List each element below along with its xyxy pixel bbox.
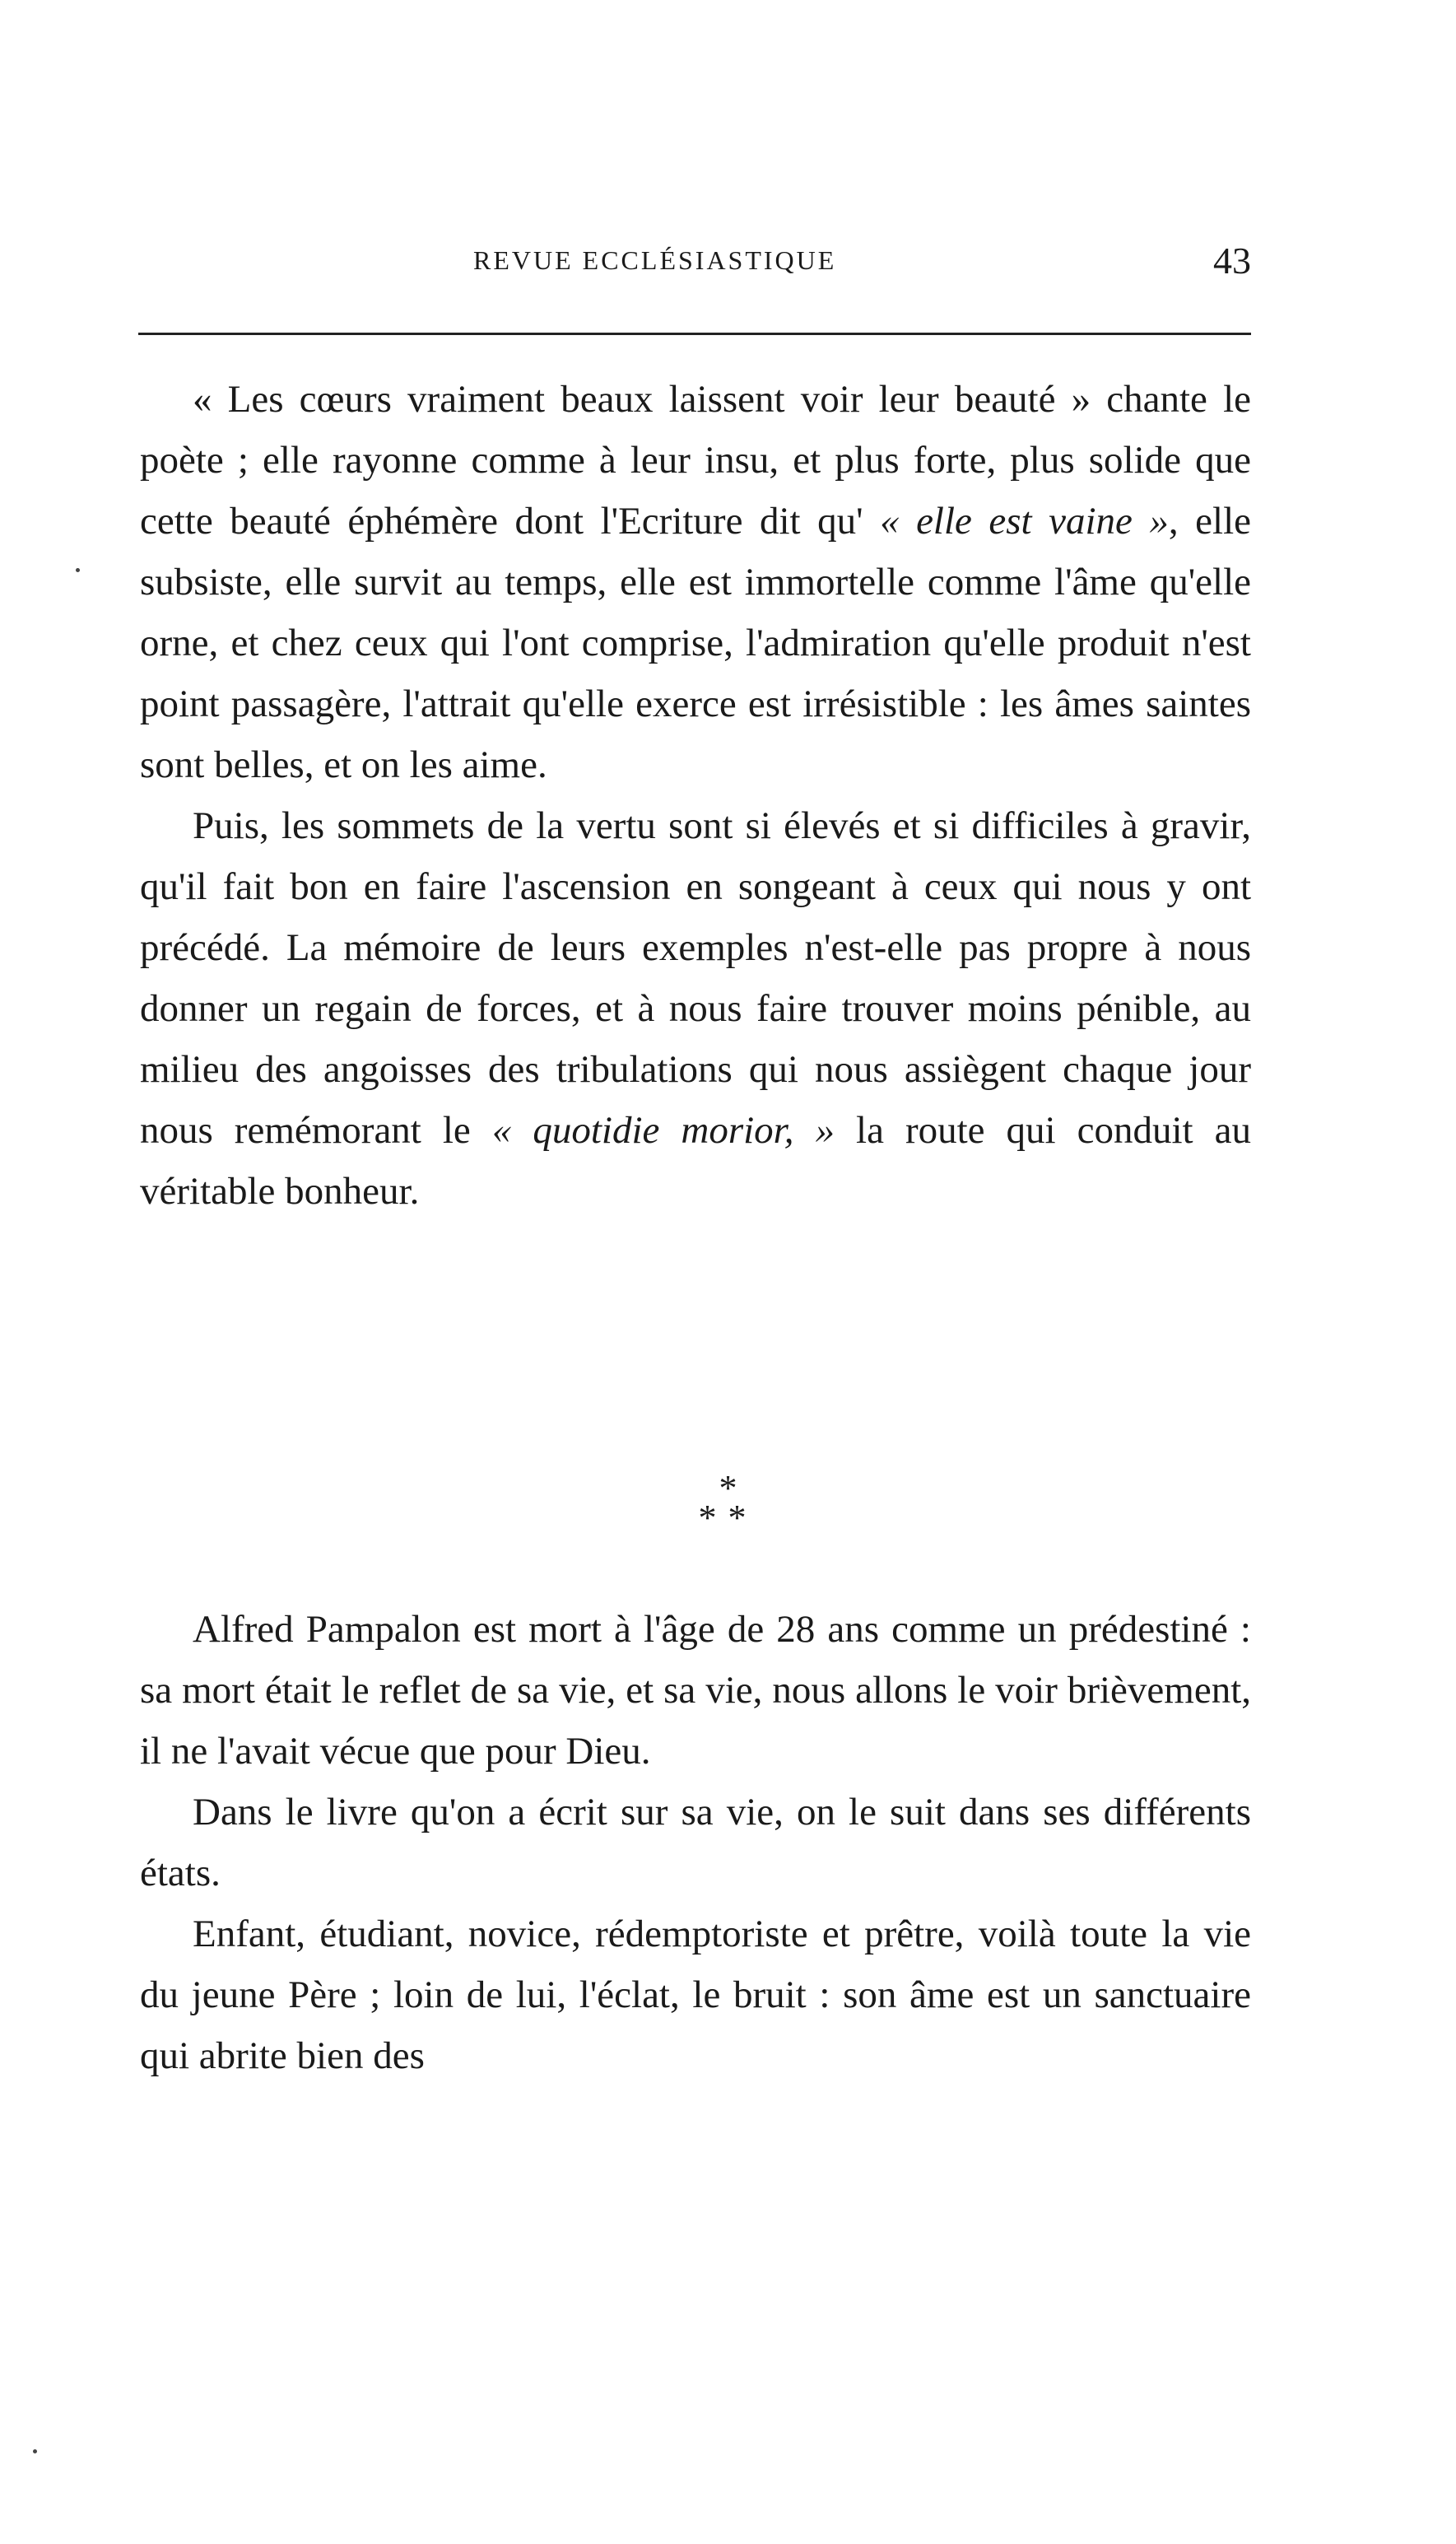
paper-speck xyxy=(33,2449,37,2453)
running-title: REVUE ECCLÉSIASTIQUE xyxy=(473,245,837,275)
paragraph-1-quote: « elle est vaine » xyxy=(880,500,1169,543)
paragraph-1-text-b: , elle subsiste, elle survit au temps, elle est immortelle comme l'âme qu'elle orne, et chez ceux qui l'ont comprise, l'admiration qu'elle produit n'est point passagère, l'attrait qu'elle exerce est irrésistible : les âmes saintes sont belles, et on les aime. xyxy=(140,500,1252,786)
paper-speck xyxy=(76,568,80,572)
asterism-top: * xyxy=(719,1468,737,1508)
paragraph-1 xyxy=(140,369,1251,795)
paragraph-3: Alfred Pampalon est mort à l'âge de 28 ans comme un prédestiné : sa mort était le reflet de sa vie, et sa vie, nous allons le voir brièvement, il ne l'avait vécue que pour Dieu. xyxy=(140,1608,1251,1773)
paragraph-1-text-a: « Les cœurs vraiment beaux laissent voir leur beauté » chante le poète ; elle rayonne comme à leur insu, et plus forte, plus solide que cette beauté éphémère dont l'Ecriture dit qu' xyxy=(140,378,1251,543)
running-head xyxy=(140,240,1251,295)
paragraph-2-text-a: Puis, les sommets de la vertu sont si élevés et si difficiles à gravir, qu'il fait bon en faire l'ascension en songeant à ceux qui nous y ont précédé. La mémoire de leurs exemples n'est-elle pas propre à nous donner un regain de forces, et à nous faire trouver moins pénible, au milieu des angoisses des tribulations qui nous assiègent chaque jour nous remémorant le xyxy=(140,804,1251,1152)
paragraph-2-quote: « quotidie morior, » xyxy=(491,1109,835,1152)
paragraph-4: Dans le livre qu'on a écrit sur sa vie, on le suit dans ses différents états. xyxy=(140,1791,1251,1894)
paragraph-5: Enfant, étudiant, novice, rédemptoriste et prêtre, voilà toute la vie du jeune Père ; loin de lui, l'éclat, le bruit : son âme est un sanctuaire qui abrite bien des xyxy=(140,1913,1251,2077)
asterism-bottom: ** xyxy=(698,1498,758,1538)
header-rule xyxy=(138,333,1251,335)
paragraph-2 xyxy=(140,795,1251,1222)
page-number: 43 xyxy=(1213,240,1251,282)
body-text-bottom xyxy=(140,1599,1251,2086)
body-text-top xyxy=(140,369,1251,1222)
asterism-separator xyxy=(0,1468,1456,1538)
paragraph-2-text-b: la route qui conduit au véritable bonheur. xyxy=(140,1109,1251,1213)
